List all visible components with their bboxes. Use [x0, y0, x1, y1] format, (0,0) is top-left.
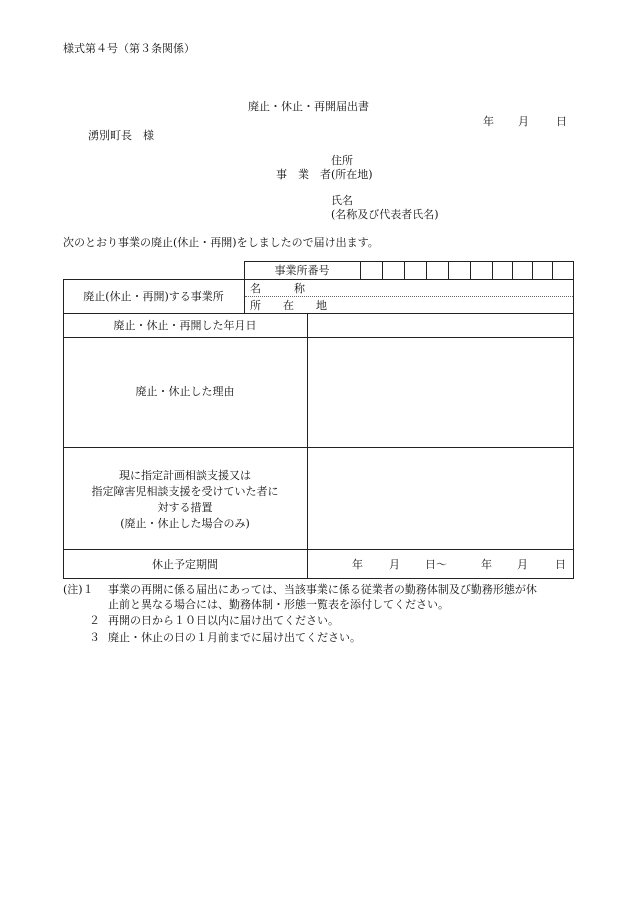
- intro-text: 次のとおり事業の廃止(休止・再開)をしましたので届け出ます。: [63, 236, 379, 249]
- note-3-label: ３: [89, 631, 100, 644]
- suspension-period-label: 休止予定期間: [152, 558, 218, 571]
- addressee: 湧別町長 様: [88, 129, 154, 142]
- note-3-text: 廃止・休止の日の１月前までに届け出てください。: [108, 631, 361, 644]
- period-start-month: 月: [389, 558, 400, 571]
- office-number-box[interactable]: [512, 261, 513, 279]
- period-end-month: 月: [517, 558, 528, 571]
- measures-line-3: 対する措置: [157, 501, 213, 514]
- change-date-field[interactable]: [310, 315, 570, 335]
- name-label: 氏名: [331, 194, 353, 207]
- page-title: 廃止・休止・再開届出書: [248, 100, 369, 113]
- office-location-field[interactable]: [340, 298, 570, 311]
- office-number-box[interactable]: [426, 261, 427, 279]
- date-month: 月: [518, 115, 529, 128]
- measures-line-2: 指定障害児相談支援を受けていた者に: [91, 485, 279, 498]
- period-end-day: 日: [555, 558, 566, 571]
- name-sub-label: (名称及び代表者氏名): [331, 208, 439, 221]
- measures-line-1: 現に指定計画相談支援又は: [119, 469, 251, 482]
- measures-field[interactable]: [310, 450, 570, 546]
- office-number-box[interactable]: [492, 261, 493, 279]
- period-start-day: 日～: [425, 558, 447, 571]
- form-id: 様式第４号（第３条関係）: [63, 42, 195, 55]
- date-day: 日: [556, 115, 567, 128]
- note-1-label: (注)１: [63, 583, 94, 596]
- period-end-year: 年: [481, 558, 492, 571]
- measures-line-4: (廃止・休止した場合のみ): [120, 517, 250, 530]
- office-number-box[interactable]: [552, 261, 553, 279]
- note-2-text: 再開の日から１０日以内に届け出てください。: [108, 614, 339, 627]
- note-1-line-1: 事業の再開に係る届出にあっては、当該事業に係る従業者の勤務体制及び勤務形態が休: [108, 583, 537, 596]
- office-number-label: 事業所番号: [274, 264, 330, 277]
- business-operator-label: 事 業 者(所在地): [276, 168, 373, 181]
- note-1-line-2: 止前と異なる場合には、勤務体制・形態一覧表を添付してください。: [108, 598, 449, 611]
- office-number-box[interactable]: [532, 261, 533, 279]
- office-number-box[interactable]: [382, 261, 383, 279]
- date-year: 年: [483, 115, 494, 128]
- office-name-label: 名 称: [250, 282, 305, 295]
- office-number-box[interactable]: [470, 261, 471, 279]
- reason-field[interactable]: [310, 340, 570, 444]
- reason-label: 廃止・休止した理由: [135, 385, 235, 398]
- period-start-year: 年: [352, 558, 363, 571]
- office-label: 廃止(休止・再開)する事業所: [83, 290, 224, 303]
- change-date-label: 廃止・休止・再開した年月日: [113, 319, 257, 332]
- office-number-box[interactable]: [448, 261, 449, 279]
- office-name-field[interactable]: [340, 282, 570, 295]
- office-number-box[interactable]: [404, 261, 405, 279]
- note-2-label: ２: [89, 614, 100, 627]
- office-location-label: 所 在 地: [250, 299, 327, 312]
- address-label: 住所: [331, 154, 353, 167]
